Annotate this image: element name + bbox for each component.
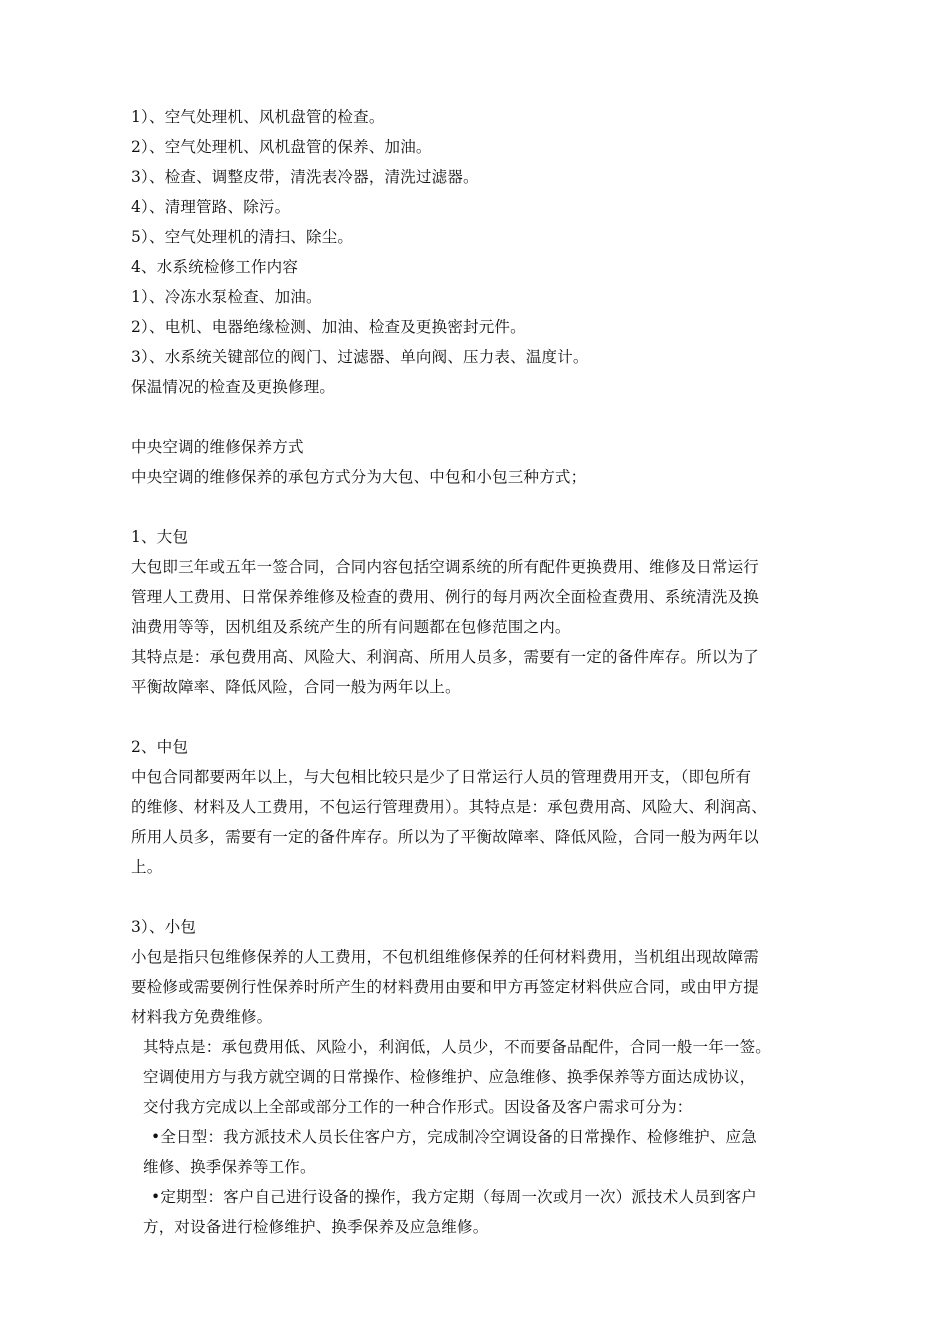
xiaobao-heading: 3）、小包 — [131, 918, 197, 936]
text-line: 5）、空气处理机的清扫、除尘。 — [131, 228, 354, 246]
text-line: 交付我方完成以上全部或部分工作的一种合作形式。因设备及客户需求可分为： — [143, 1098, 693, 1116]
text-line: 管理人工费用、日常保养维修及检查的费用、例行的每月两次全面检查费用、系统清洗及换 — [131, 588, 760, 606]
text-line: 3）、水系统关键部位的阀门、过滤器、单向阀、压力表、温度计。 — [131, 348, 589, 366]
bullet-line: •定期型：客户自己进行设备的操作，我方定期（每周一次或月一次）派技术人员到客户 — [151, 1188, 757, 1206]
text-line: 平衡故障率、降低风险，合同一般为两年以上。 — [131, 678, 461, 696]
bullet-line: 方，对设备进行检修维护、换季保养及应急维修。 — [143, 1218, 489, 1236]
zhongbao-heading: 2、中包 — [131, 738, 189, 756]
text-line: 油费用等等，因机组及系统产生的所有问题都在包修范围之内。 — [131, 618, 571, 636]
text-line: 上。 — [131, 858, 163, 876]
paragraph-gap — [131, 702, 831, 732]
document-page — [131, 102, 831, 1242]
text-line: 材料我方免费维修。 — [131, 1008, 273, 1026]
text-line: 的维修、材料及人工费用，不包运行管理费用）。其特点是：承包费用高、风险大、利润高、 — [131, 798, 767, 816]
bullet-item — [131, 1182, 831, 1242]
dabao-heading: 1、大包 — [131, 528, 189, 546]
bullet-line: •全日型：我方派技术人员长住客户方，完成制冷空调设备的日常操作、检修维护、应急 — [151, 1128, 757, 1146]
text-line: 其特点是：承包费用高、风险大、利润高、所用人员多，需要有一定的备件库存。所以为了 — [131, 648, 760, 666]
text-line: 1）、冷冻水泵检查、加油。 — [131, 288, 322, 306]
text-line: 保温情况的检查及更换修理。 — [131, 378, 336, 396]
text-line: 所用人员多，需要有一定的备件库存。所以为了平衡故障率、降低风险，合同一般为两年以 — [131, 828, 760, 846]
text-line: 大包即三年或五年一签合同，合同内容包括空调系统的所有配件更换费用、维修及日常运行 — [131, 558, 760, 576]
dabao-section — [131, 522, 831, 702]
text-line: 4、水系统检修工作内容 — [131, 258, 299, 276]
text-line: 2）、空气处理机、风机盘管的保养、加油。 — [131, 138, 432, 156]
text-line: 2）、电机、电器绝缘检测、加油、检查及更换密封元件。 — [131, 318, 526, 336]
section-title: 中央空调的维修保养方式 — [131, 438, 304, 456]
section-intro: 中央空调的维修保养的承包方式分为大包、中包和小包三种方式； — [131, 468, 587, 486]
text-line: 1）、空气处理机、风机盘管的检查。 — [131, 108, 385, 126]
text-line: 要检修或需要例行性保养时所产生的材料费用由要和甲方再签定材料供应合同，或由甲方提 — [131, 978, 760, 996]
bullet-item — [131, 1122, 831, 1182]
maintenance-list — [131, 102, 831, 402]
bullet-line: 维修、换季保养等工作。 — [143, 1158, 316, 1176]
xiaobao-section — [131, 912, 831, 1242]
zhongbao-section — [131, 732, 831, 882]
text-line: 4）、清理管路、除污。 — [131, 198, 291, 216]
paragraph-gap — [131, 882, 831, 912]
text-line: 其特点是：承包费用低、风险小，利润低，人员少，不而要备品配件，合同一般一年一签。 — [143, 1038, 772, 1056]
paragraph-gap — [131, 492, 831, 522]
text-line: 小包是指只包维修保养的人工费用，不包机组维修保养的任何材料费用，当机组出现故障需 — [131, 948, 760, 966]
text-line: 3）、检查、调整皮带，清洗表冷器，清洗过滤器。 — [131, 168, 479, 186]
text-line: 空调使用方与我方就空调的日常操作、检修维护、应急维修、换季保养等方面达成协议， — [143, 1068, 756, 1086]
paragraph-gap — [131, 402, 831, 432]
text-line: 中包合同都要两年以上，与大包相比较只是少了日常运行人员的管理费用开支，（即包所有 — [131, 768, 752, 786]
